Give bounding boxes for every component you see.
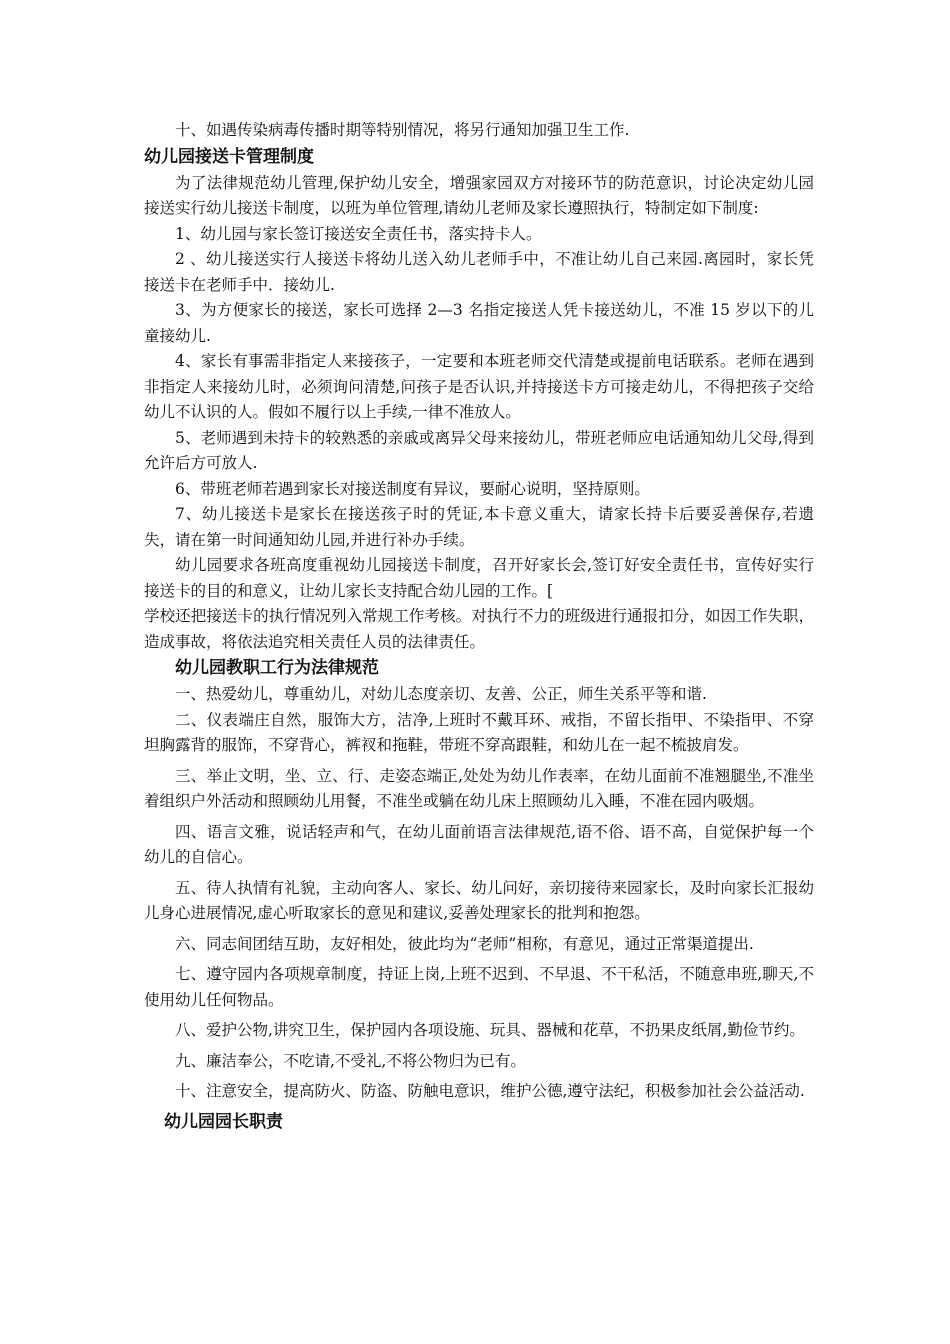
section1-rule-7: 7、幼儿接送卡是家长在接送孩子时的凭证,本卡意义重大，请家长持卡后要妥善保存,若遗失，请在第一时间通知幼儿园,并进行补办手续。 bbox=[144, 505, 814, 549]
section2-item-3: 三、举止文明，坐、立、行、走姿态端正,处处为幼儿作表率，在幼儿面前不准翘腿坐,不准坐着组织户外活动和照顾幼儿用餐，不准坐或躺在幼儿床上照顾幼儿入睡，不准在园内吸烟。 bbox=[144, 766, 814, 810]
section1-rule-6: 6、带班老师若遇到家长对接送制度有异议，要耐心说明，坚持原则。 bbox=[175, 479, 650, 498]
section2-item-8: 八、爱护公物,讲究卫生，保护园内各项设施、玩具、器械和花草，不扔果皮纸屑,勤俭节约。 bbox=[175, 1021, 805, 1039]
section2-item-9: 九、廉洁奉公，不吃请,不受礼,不将公物归为已有。 bbox=[175, 1051, 526, 1070]
section2-item-7: 七、遵守园内各项规章制度，持证上岗,上班不迟到、不早退、不干私活，不随意串班,聊天,不使用幼儿任何物品。 bbox=[144, 965, 814, 1009]
section1-closing: 学校还把接送卡的执行情况列入常规工作考核。对执行不力的班级进行通报扣分，如因工作失职，造成事故，将依法追究相关责任人员的法律责任。 bbox=[144, 607, 814, 651]
section1-paragraph-0: 为了法律规范幼儿管理,保护幼儿安全，增强家园双方对接环节的防范意识，讨论决定幼儿园接送实行幼儿接送卡制度，以班为单位管理,请幼儿老师及家长遵照执行，特制定如下制度: bbox=[144, 173, 814, 217]
section2-item-6: 六、同志间团结互助，友好相处，彼此均为“老师”相称，有意见，通过正常渠道提出. bbox=[175, 934, 754, 953]
section1-rule-4: 4、家长有事需非指定人来接孩子，一定要和本班老师交代清楚或提前电话联系。老师在遇到非指定人来接幼儿时，必须询问清楚,问孩子是否认识,并持接送卡方可接走幼儿，不得把孩子交给幼儿不认识的人。假如不履行以上手续,一律不准放人。 bbox=[144, 352, 814, 421]
section1-rule-5: 5、老师遇到未持卡的较熟悉的亲戚或离异父母来接幼儿，带班老师应电话通知幼儿父母,得到允许后方可放人. bbox=[144, 428, 814, 472]
section1-rule-1: 1、幼儿园与家长签订接送安全责任书，落实持卡人。 bbox=[175, 224, 542, 243]
section1-rule-3: 3、为方便家长的接送，家长可选择 2—3 名指定接送人凭卡接送幼儿，不准 15 岁以下的儿童接幼儿. bbox=[144, 301, 814, 345]
section2-item-2: 二、仪表端庄自然，服饰大方，洁净,上班时不戴耳环、戒指，不留长指甲、不染指甲、不穿坦胸露背的服饰，不穿背心，裤衩和拖鞋，带班不穿高跟鞋，和幼儿在一起不梳披肩发。 bbox=[144, 710, 814, 754]
section2-item-1: 一、热爱幼儿，尊重幼儿，对幼儿态度亲切、友善、公正，师生关系平等和谐. bbox=[175, 685, 707, 703]
section1-summary: 幼儿园要求各班高度重视幼儿园接送卡制度，召开好家长会,签订好安全责任书，宣传好实行接送卡的目的和意义，让幼儿家长支持配合幼儿园的工作。[ bbox=[144, 556, 814, 600]
document-page bbox=[144, 118, 814, 1136]
section1-rule-2: 2 、幼儿接送实行人接送卡将幼儿送入幼儿老师手中，不准让幼儿自己来园.离园时，家长凭接送卡在老师手中．接幼儿. bbox=[144, 250, 814, 294]
section3-title: 幼儿园园长职责 bbox=[164, 1111, 283, 1132]
section2-item-4: 四、语言文雅，说话轻声和气，在幼儿面前语言法律规范,语不俗、语不高，自觉保护每一个幼儿的自信心。 bbox=[144, 822, 814, 866]
intro-line: 十、如遇传染病毒传播时期等特别情况，将另行通知加强卫生工作. bbox=[175, 121, 630, 139]
section2-item-5: 五、待人执情有礼貌，主动向客人、家长、幼儿问好，亲切接待来园家长，及时向家长汇报幼儿身心进展情况,虚心听取家长的意见和建议,妥善处理家长的批判和抱怨。 bbox=[144, 878, 814, 922]
section1-title: 幼儿园接送卡管理制度 bbox=[144, 146, 314, 167]
section2-item-10: 十、注意安全，提高防火、防盗、防触电意识，维护公德,遵守法纪，积极参加社会公益活动. bbox=[175, 1082, 805, 1100]
section2-title: 幼儿园教职工行为法律规范 bbox=[175, 658, 379, 678]
